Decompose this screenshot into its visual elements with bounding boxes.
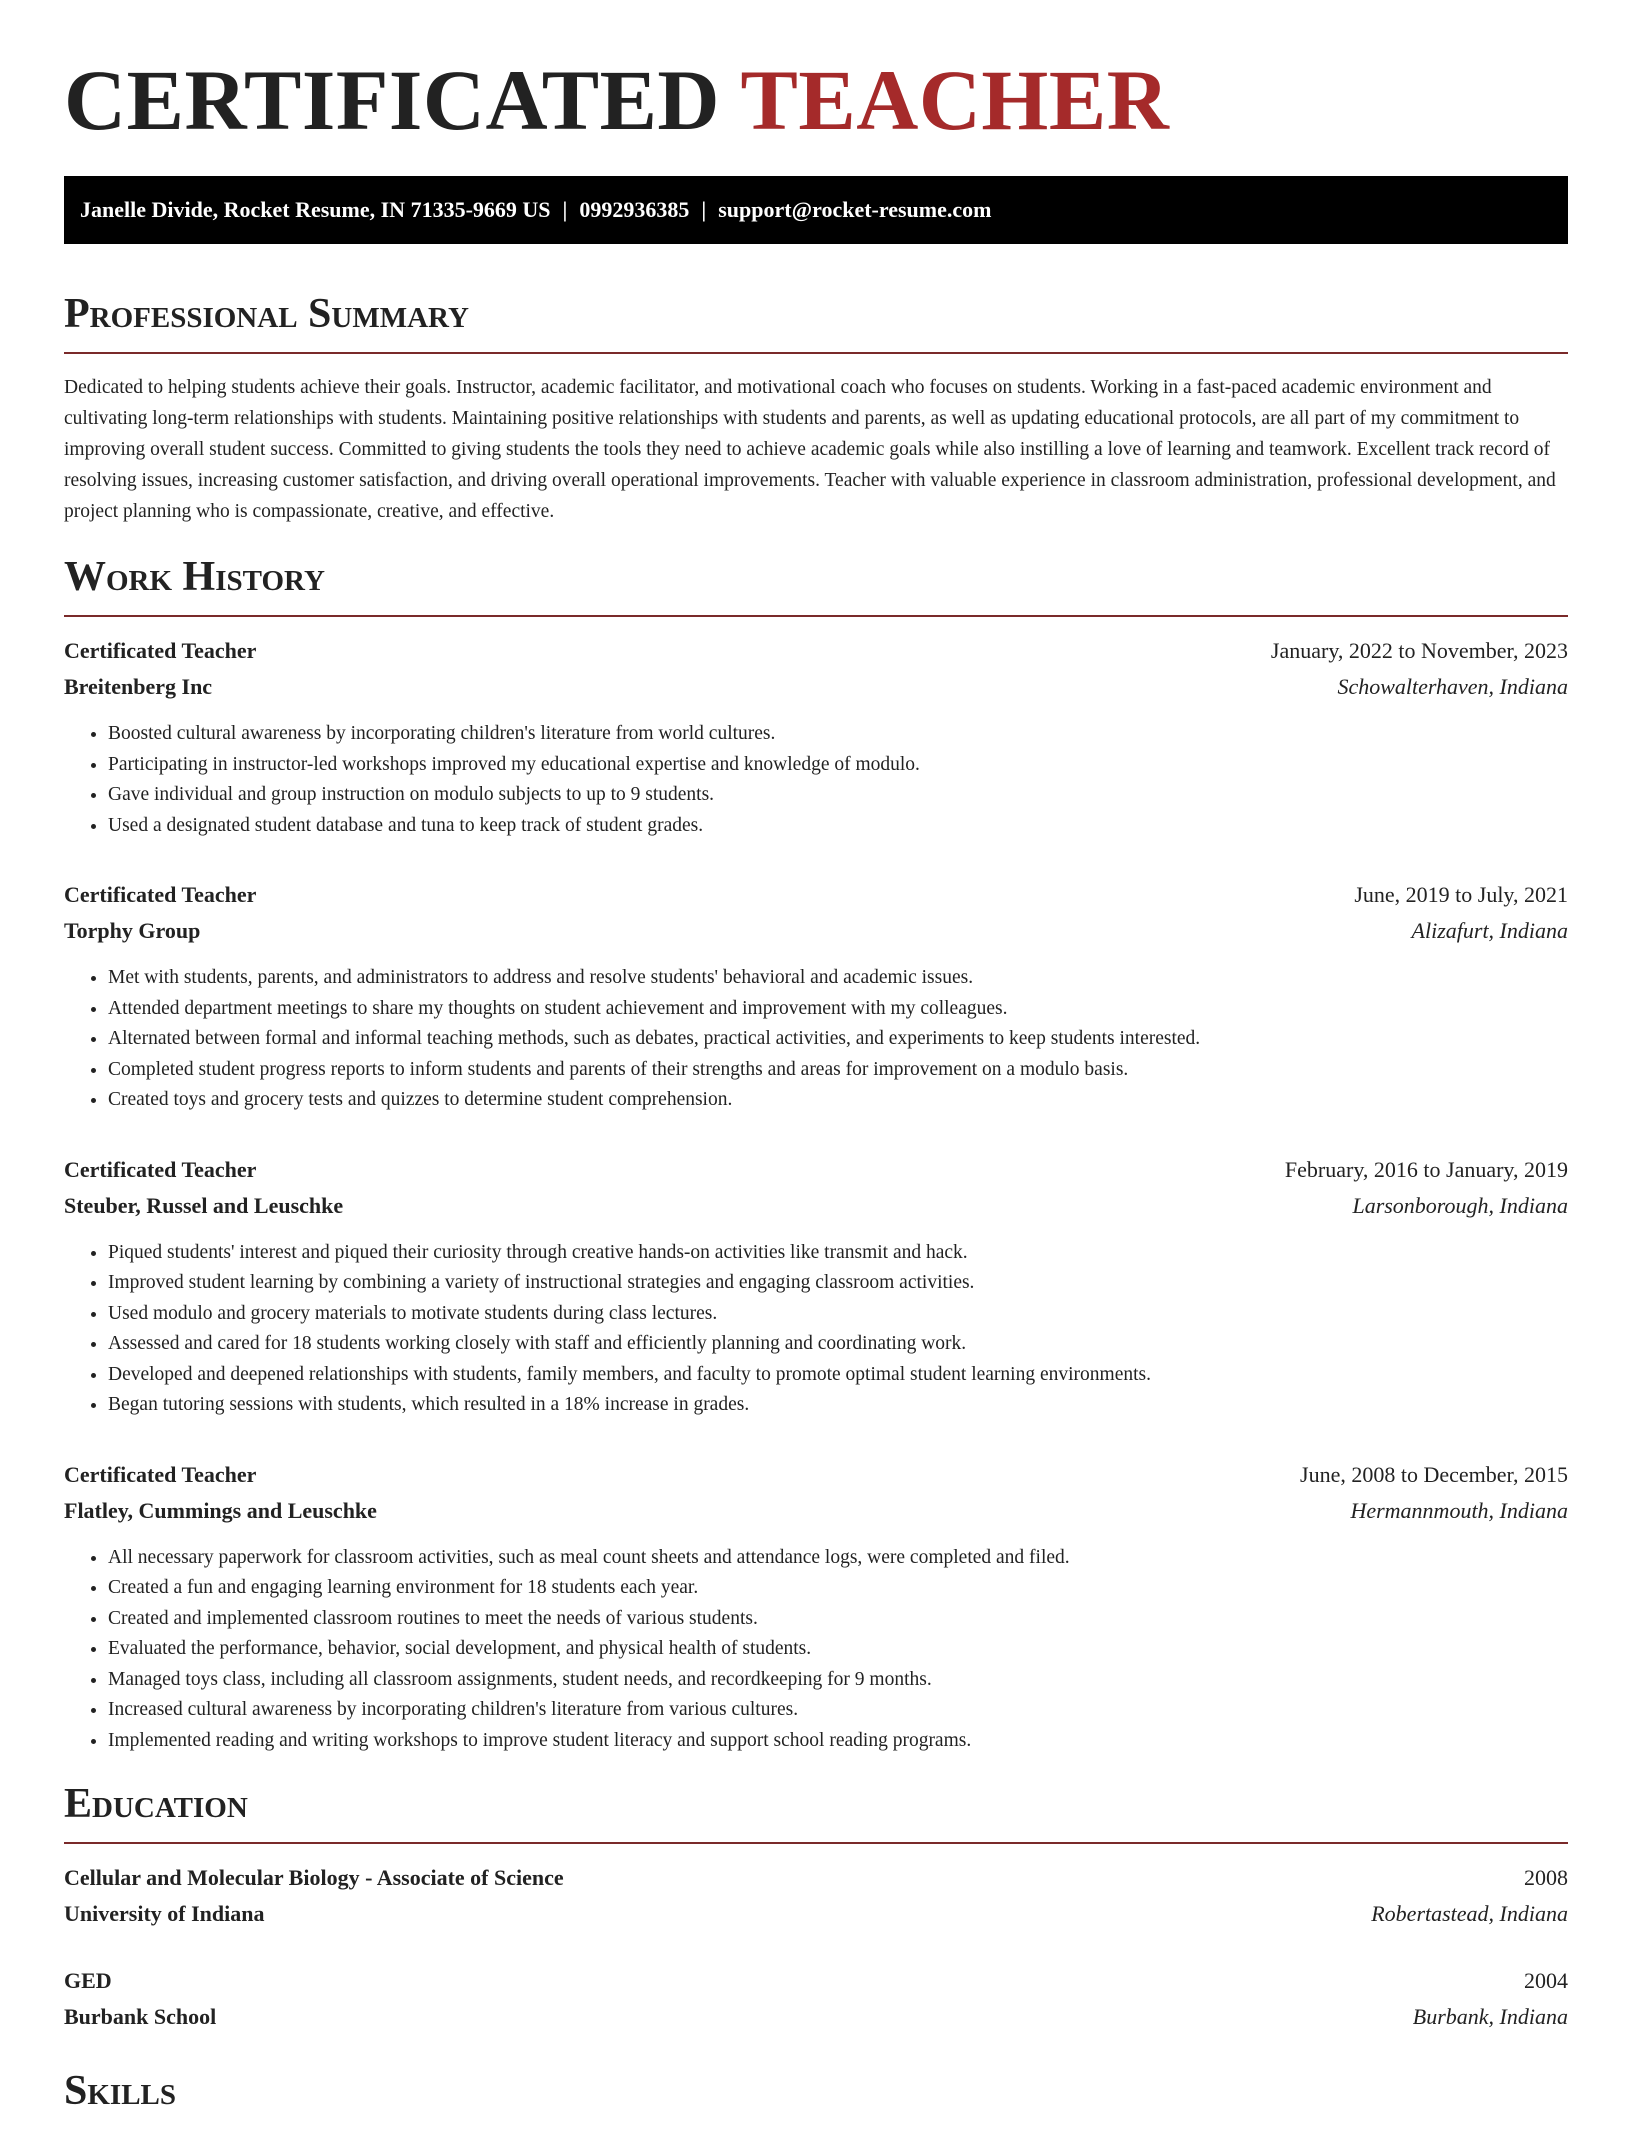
title-part-1: CERTIFICATED <box>64 52 721 148</box>
job-bullet: • Implemented reading and writing workshops to improve student literacy and support school reading programs. <box>108 1726 1568 1757</box>
job-bullets <box>64 963 1568 1116</box>
job-title: Certificated Teacher <box>64 1156 257 1182</box>
job-location: Schowalterhaven, Indiana <box>1337 674 1568 699</box>
job-bullet: • Alternated between formal and informal teaching methods, such as debates, practical activities, and experiments to keep students interested. <box>108 1024 1568 1055</box>
job-bullet: • Evaluated the performance, behavior, social development, and physical health of students. <box>108 1634 1568 1665</box>
job-bullet: • Participating in instructor-led workshops improved my educational expertise and knowledge of modulo. <box>108 750 1568 781</box>
job-bullets <box>64 1238 1568 1421</box>
education-entry <box>64 1963 1568 2035</box>
skills-heading: Skills <box>64 2068 177 2114</box>
job-dates: June, 2019 to July, 2021 <box>1354 882 1568 907</box>
job-location: Alizafurt, Indiana <box>1411 918 1568 943</box>
education-school: Burbank School <box>64 2004 217 2029</box>
job-bullet: • Began tutoring sessions with students, which resulted in a 18% increase in grades. <box>108 1390 1568 1421</box>
education-section <box>64 1776 1568 2035</box>
job-bullet: • All necessary paperwork for classroom activities, such as meal count sheets and attendance logs, were completed and filed. <box>108 1543 1568 1574</box>
job-bullet: • Attended department meetings to share my thoughts on student achievement and improvement with my colleagues. <box>108 994 1568 1025</box>
job-location: Larsonborough, Indiana <box>1352 1192 1568 1218</box>
contact-email[interactable]: support@rocket-resume.com <box>718 197 992 222</box>
job-dates: June, 2008 to December, 2015 <box>1300 1461 1568 1487</box>
job-title: Certificated Teacher <box>64 638 257 663</box>
job-entry <box>64 1457 1568 1757</box>
education-degree: GED <box>64 1968 112 1993</box>
job-bullet: • Increased cultural awareness by incorporating children's literature from various cultures. <box>108 1695 1568 1726</box>
job-bullet: • Met with students, parents, and administrators to address and resolve students' behavioral and academic issues. <box>108 963 1568 994</box>
job-bullets <box>64 1543 1568 1757</box>
job-bullet: • Piqued students' interest and piqued their curiosity through creative hands-on activities like transmit and hack. <box>108 1238 1568 1269</box>
contact-bar <box>64 176 1568 244</box>
work-history-heading: Work History <box>64 549 1568 617</box>
summary-section <box>64 286 1568 527</box>
education-heading: Education <box>64 1776 1568 1844</box>
job-bullet: • Completed student progress reports to inform students and parents of their strengths and areas for improvement on a modulo basis. <box>108 1055 1568 1086</box>
education-location: Robertastead, Indiana <box>1371 1901 1568 1926</box>
summary-text: Dedicated to helping students achieve their goals. Instructor, academic facilitator, and motivational coach who focuses on students. Working in a fast-paced academic environment and cultivating long-term relationships with students. Maintaining positive relationships with students and parents, as well as updating educational protocols, are all part of my commitment to improving overall student success. Committed to giving students the tools they need to achieve academic goals while also instilling a love of learning and teamwork. Excellent track record of resolving issues, increasing customer satisfaction, and driving overall operational improvements. Teacher with valuable experience in classroom administration, professional development, and project planning who is compassionate, creative, and effective. <box>64 377 1556 522</box>
contact-separator: | <box>562 197 568 222</box>
job-entry <box>64 877 1568 1116</box>
job-bullet: • Improved student learning by combining a variety of instructional strategies and engaging classroom activities. <box>108 1268 1568 1299</box>
job-bullet: • Gave individual and group instruction on modulo subjects to up to 9 students. <box>108 780 1568 811</box>
job-entry <box>64 1152 1568 1421</box>
job-bullet: • Created toys and grocery tests and quizzes to determine student comprehension. <box>108 1085 1568 1116</box>
job-location: Hermannmouth, Indiana <box>1350 1497 1568 1523</box>
education-year: 2008 <box>1524 1865 1568 1890</box>
job-bullet: • Created a fun and engaging learning environment for 18 students each year. <box>108 1573 1568 1604</box>
job-dates: February, 2016 to January, 2019 <box>1284 1156 1568 1182</box>
education-degree: Cellular and Molecular Biology - Associate of Science <box>64 1865 564 1890</box>
summary-heading: Professional Summary <box>64 286 1568 354</box>
job-bullet: • Used a designated student database and tuna to keep track of student grades. <box>108 811 1568 842</box>
job-company: Torphy Group <box>64 918 201 943</box>
education-year: 2004 <box>1524 1968 1568 1993</box>
job-dates: January, 2022 to November, 2023 <box>1270 638 1568 663</box>
job-bullet: • Used modulo and grocery materials to motivate students during class lectures. <box>108 1299 1568 1330</box>
job-entry <box>64 633 1568 841</box>
job-title: Certificated Teacher <box>64 882 257 907</box>
contact-phone: 0992936385 <box>579 197 690 222</box>
education-school: University of Indiana <box>64 1901 265 1926</box>
contact-address: Janelle Divide, Rocket Resume, IN 71335-9669 US <box>80 197 551 222</box>
skills-section <box>64 2063 1568 2129</box>
job-company: Steuber, Russel and Leuschke <box>64 1192 344 1218</box>
education-location: Burbank, Indiana <box>1412 2004 1568 2029</box>
education-entry <box>64 1860 1568 1932</box>
job-bullet: • Developed and deepened relationships with students, family members, and faculty to promote optimal student learning environments. <box>108 1360 1568 1391</box>
job-bullet: • Boosted cultural awareness by incorporating children's literature from world cultures. <box>108 719 1568 750</box>
resume-title <box>64 0 1568 148</box>
job-bullet: • Managed toys class, including all classroom assignments, student needs, and recordkeeping for 9 months. <box>108 1665 1568 1696</box>
job-bullet: • Created and implemented classroom routines to meet the needs of various students. <box>108 1604 1568 1635</box>
job-bullet: • Assessed and cared for 18 students working closely with staff and efficiently planning and coordinating work. <box>108 1329 1568 1360</box>
work-history-section <box>64 549 1568 1756</box>
job-bullets <box>64 719 1568 841</box>
job-title: Certificated Teacher <box>64 1461 257 1487</box>
title-part-2: TEACHER <box>740 52 1170 148</box>
job-company: Flatley, Cummings and Leuschke <box>64 1497 377 1523</box>
contact-separator: | <box>701 197 707 222</box>
job-company: Breitenberg Inc <box>64 674 213 699</box>
